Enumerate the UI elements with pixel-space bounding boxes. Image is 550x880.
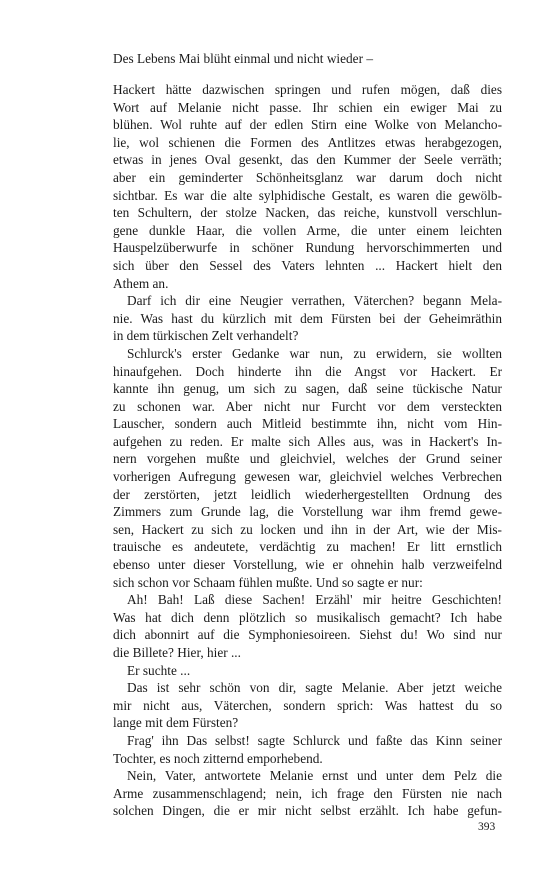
- text-line: kannte ihn genug, um sich zu sagen, daß seine tückische Natur: [113, 381, 502, 397]
- text-line: sen, Hackert zu sich zu locken und ihn in der Art, wie der Mis-: [113, 521, 502, 537]
- text-line: Lauscher, sondern auch Mitleid bestimmte ihn, nicht vom Hin-: [113, 416, 502, 432]
- text-line: sich über den Sessel des Vaters lehnten ... Hackert hielt den: [113, 257, 502, 273]
- text-line: dich abonnirt auf die Symphoniesoireen. Siehst du! Wo sind nur: [113, 627, 502, 643]
- text-line: zu schonen war. Aber nicht nur Furcht vor dem versteckten: [113, 398, 502, 414]
- text-line: sich schon vor Schaam fühlen mußte. Und so sagte er nur:: [113, 574, 423, 590]
- text-line: blühen. Wol ruhte auf der edlen Stirn eine Wolke von Melancho-: [113, 117, 502, 133]
- epigraph-line: Des Lebens Mai blüht einmal und nicht wieder –: [113, 51, 373, 66]
- text-line: Das ist sehr schön von dir, sagte Melanie. Aber jetzt weiche: [127, 680, 502, 696]
- text-line: aber ein geminderter Schönheitsglanz war darum doch nicht: [113, 169, 502, 185]
- text-line: nie. Was hast du kürzlich mit dem Fürsten bei der Geheimräthin: [113, 310, 502, 326]
- text-line: aufgehen zu reden. Er malte sich Alles aus, was in Hackert's In-: [113, 433, 502, 449]
- text-line: Er suchte ...: [127, 662, 191, 678]
- text-line: ebenso unter dieser Vorstellung, wie er ohnehin halb verzweifelnd: [113, 557, 502, 573]
- text-line: Wort auf Melanie nicht passe. Ihr schien ein ewiger Mai zu: [113, 99, 502, 115]
- text-line: Hauspelzüberwurfe in schöner Rundung hervorschimmerten und: [113, 240, 502, 256]
- text-line: Zimmers zum Grunde lag, die Vorstellung war ihm fremd gewe-: [113, 504, 502, 520]
- text-line: Hackert hätte dazwischen springen und rufen mögen, daß dies: [113, 82, 502, 97]
- text-line: solchen Dingen, die er mir nicht selbst erzählt. Ich habe gefun-: [113, 803, 502, 819]
- text-line: die Billete? Hier, hier ...: [113, 645, 241, 660]
- text-line: der zerstörten, jetzt leidlich wiederhergestellten Ordnung des: [113, 486, 502, 502]
- text-line: Ah! Bah! Laß diese Sachen! Erzähl' mir heitre Geschichten!: [127, 592, 502, 608]
- text-line: sichtbar. Es war die alte sylphidische Gestalt, es waren die gewölb-: [113, 187, 502, 203]
- text-line: in dem türkischen Zelt verhandelt?: [113, 328, 299, 344]
- text-line: hinaufgehen. Doch hinderte ihn die Angst vor Hackert. Er: [113, 363, 502, 379]
- text-line: Darf ich dir eine Neugier verrathen, Väterchen? begann Mela-: [127, 293, 502, 309]
- page-number: 393: [478, 821, 496, 833]
- text-line: lie, wol schienen die Formen des Antlitzes etwas herabgezogen,: [113, 134, 502, 150]
- text-line: ten Schultern, der stolze Nacken, das reiche, kunstvoll verschlun-: [113, 205, 502, 221]
- text-line: Frag' ihn Das selbst! sagte Schlurck und faßte das Kinn seiner: [127, 732, 502, 748]
- body-text: [113, 81, 502, 820]
- text-line: vorherigen Aufregung gewesen war, gleichviel welches Verbrechen: [113, 469, 502, 485]
- text-line: nern vorgehen mußte und gleichviel, welches der Grund seiner: [113, 451, 502, 467]
- text-line: Schlurck's erster Gedanke war nun, zu erwidern, sie wollten: [127, 345, 502, 361]
- text-line: etwas in jenes Oval gesenkt, das den Kummer der Seele verräth;: [113, 152, 502, 168]
- text-line: Was hat dich denn plötzlich so musikalisch gemacht? Ich habe: [113, 609, 502, 625]
- text-line: gene dunkle Haar, die vollen Arme, die unter einem leichten: [113, 222, 502, 238]
- text-line: Tochter, es noch zitternd emporhebend.: [113, 750, 323, 766]
- text-line: mir nicht aus, Väterchen, sondern sprich: Was hattest du so: [113, 697, 502, 713]
- text-line: trauische es andeutete, verdächtig zu machen! Er litt ernstlich: [113, 539, 502, 555]
- text-line: Nein, Vater, antwortete Melanie ernst und unter dem Pelz die: [127, 768, 502, 784]
- text-line: lange mit dem Fürsten?: [113, 715, 239, 731]
- text-line: Arme zusammenschlagend; nein, ich frage den Fürsten nie nach: [113, 785, 502, 801]
- text-line: Athem an.: [113, 275, 169, 291]
